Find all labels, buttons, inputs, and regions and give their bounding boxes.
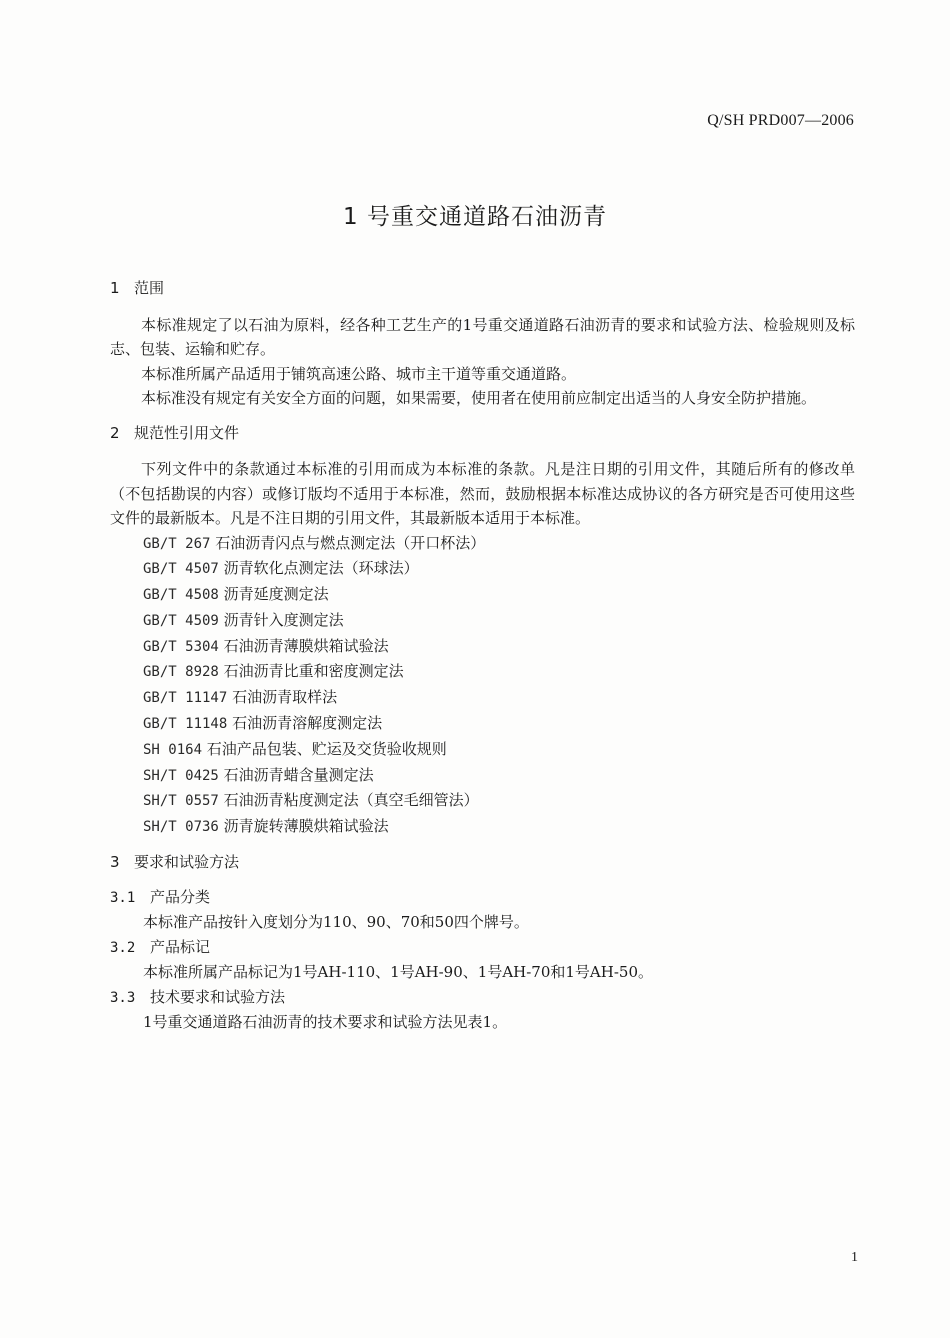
section-title: 规范性引用文件 bbox=[134, 423, 240, 442]
section-number: 1 bbox=[110, 279, 120, 297]
subsection-title: 产品分类 bbox=[150, 887, 211, 906]
reference-item bbox=[143, 608, 855, 634]
subsection-title: 产品标记 bbox=[150, 937, 211, 956]
reference-code: SH 0164 bbox=[143, 741, 203, 758]
section-1-heading bbox=[110, 276, 855, 301]
reference-code: SH/T 0425 bbox=[143, 767, 219, 784]
reference-code: GB/T 267 bbox=[143, 535, 211, 552]
reference-name: 沥青延度测定法 bbox=[223, 585, 329, 604]
reference-name: 石油沥青蜡含量测定法 bbox=[223, 765, 374, 784]
reference-item bbox=[143, 582, 855, 608]
reference-name: 石油沥青薄膜烘箱试验法 bbox=[223, 636, 389, 655]
reference-item bbox=[143, 685, 855, 711]
reference-code: GB/T 4507 bbox=[143, 561, 219, 578]
reference-item bbox=[143, 659, 855, 685]
reference-code: GB/T 11147 bbox=[143, 690, 228, 707]
paragraph: 本标准规定了以石油为原料，经各种工艺生产的1号重交通道路石油沥青的要求和试验方法、检验规则及标志、包装、运输和贮存。 bbox=[110, 315, 855, 358]
reference-item bbox=[143, 711, 855, 737]
section-3-heading bbox=[110, 850, 855, 875]
reference-name: 沥青软化点测定法（环球法） bbox=[223, 559, 419, 578]
document-title: 1 号重交通道路石油沥青 bbox=[343, 204, 607, 230]
reference-code: GB/T 4509 bbox=[143, 612, 219, 629]
reference-code: GB/T 8928 bbox=[143, 664, 219, 681]
paragraph: 本标准所属产品适用于铺筑高速公路、城市主干道等重交通道路。 bbox=[141, 364, 577, 383]
reference-item bbox=[143, 788, 855, 814]
subsection-number: 3.2 bbox=[110, 939, 136, 956]
section-title: 要求和试验方法 bbox=[134, 853, 240, 872]
section-title: 范围 bbox=[134, 279, 165, 297]
subsection-text: 本标准所属产品标记为1号AH-110、1号AH-90、1号AH-70和1号AH-50。 bbox=[143, 963, 653, 982]
reference-name: 石油沥青溶解度测定法 bbox=[232, 714, 383, 733]
subsection-number: 3.3 bbox=[110, 989, 136, 1006]
reference-code: SH/T 0557 bbox=[143, 793, 219, 810]
subsection-title: 技术要求和试验方法 bbox=[150, 987, 286, 1006]
document-body bbox=[110, 276, 855, 1035]
subsection-text: 1号重交通道路石油沥青的技术要求和试验方法见表1。 bbox=[143, 1013, 508, 1032]
paragraph: 下列文件中的条款通过本标准的引用而成为本标准的条款。凡是注日期的引用文件，其随后所有的修改单（不包括勘误的内容）或修订版均不适用于本标准，然而，鼓励根据本标准达成协议的各方研究是否可使用这些文件的最新版本。凡是不注日期的引用文件，其最新版本适用于本标准。 bbox=[110, 460, 855, 527]
subsection-number: 3.1 bbox=[110, 889, 136, 906]
reference-code: GB/T 11148 bbox=[143, 716, 228, 733]
section-number: 3 bbox=[110, 853, 120, 872]
paragraph: 本标准没有规定有关安全方面的问题，如果需要，使用者在使用前应制定出适当的人身安全防护措施。 bbox=[141, 389, 817, 407]
section-2-heading bbox=[110, 421, 855, 446]
reference-item bbox=[143, 531, 855, 557]
reference-name: 石油沥青粘度测定法（真空毛细管法） bbox=[223, 791, 479, 810]
reference-code: GB/T 4508 bbox=[143, 587, 219, 604]
subsection-heading bbox=[110, 885, 855, 911]
section-number: 2 bbox=[110, 423, 120, 442]
reference-name: 石油沥青取样法 bbox=[232, 688, 338, 707]
page-number: 1 bbox=[851, 1250, 858, 1265]
standard-number: Q/SH PRD007—2006 bbox=[707, 112, 854, 129]
reference-item bbox=[143, 634, 855, 660]
reference-item bbox=[143, 814, 855, 840]
reference-name: 沥青针入度测定法 bbox=[223, 610, 344, 629]
subsection-text: 本标准产品按针入度划分为110、90、70和50四个牌号。 bbox=[143, 913, 529, 932]
reference-list bbox=[110, 531, 855, 841]
reference-name: 石油沥青比重和密度测定法 bbox=[223, 662, 404, 681]
reference-item bbox=[143, 556, 855, 582]
reference-name: 石油产品包装、贮运及交货验收规则 bbox=[206, 739, 447, 758]
reference-name: 沥青旋转薄膜烘箱试验法 bbox=[223, 817, 389, 836]
reference-code: GB/T 5304 bbox=[143, 638, 219, 655]
subsection-heading bbox=[110, 935, 855, 961]
reference-item bbox=[143, 737, 855, 763]
subsection-heading bbox=[110, 985, 855, 1011]
reference-code: SH/T 0736 bbox=[143, 819, 219, 836]
reference-name: 石油沥青闪点与燃点测定法（开口杯法） bbox=[215, 533, 486, 552]
reference-item bbox=[143, 763, 855, 789]
